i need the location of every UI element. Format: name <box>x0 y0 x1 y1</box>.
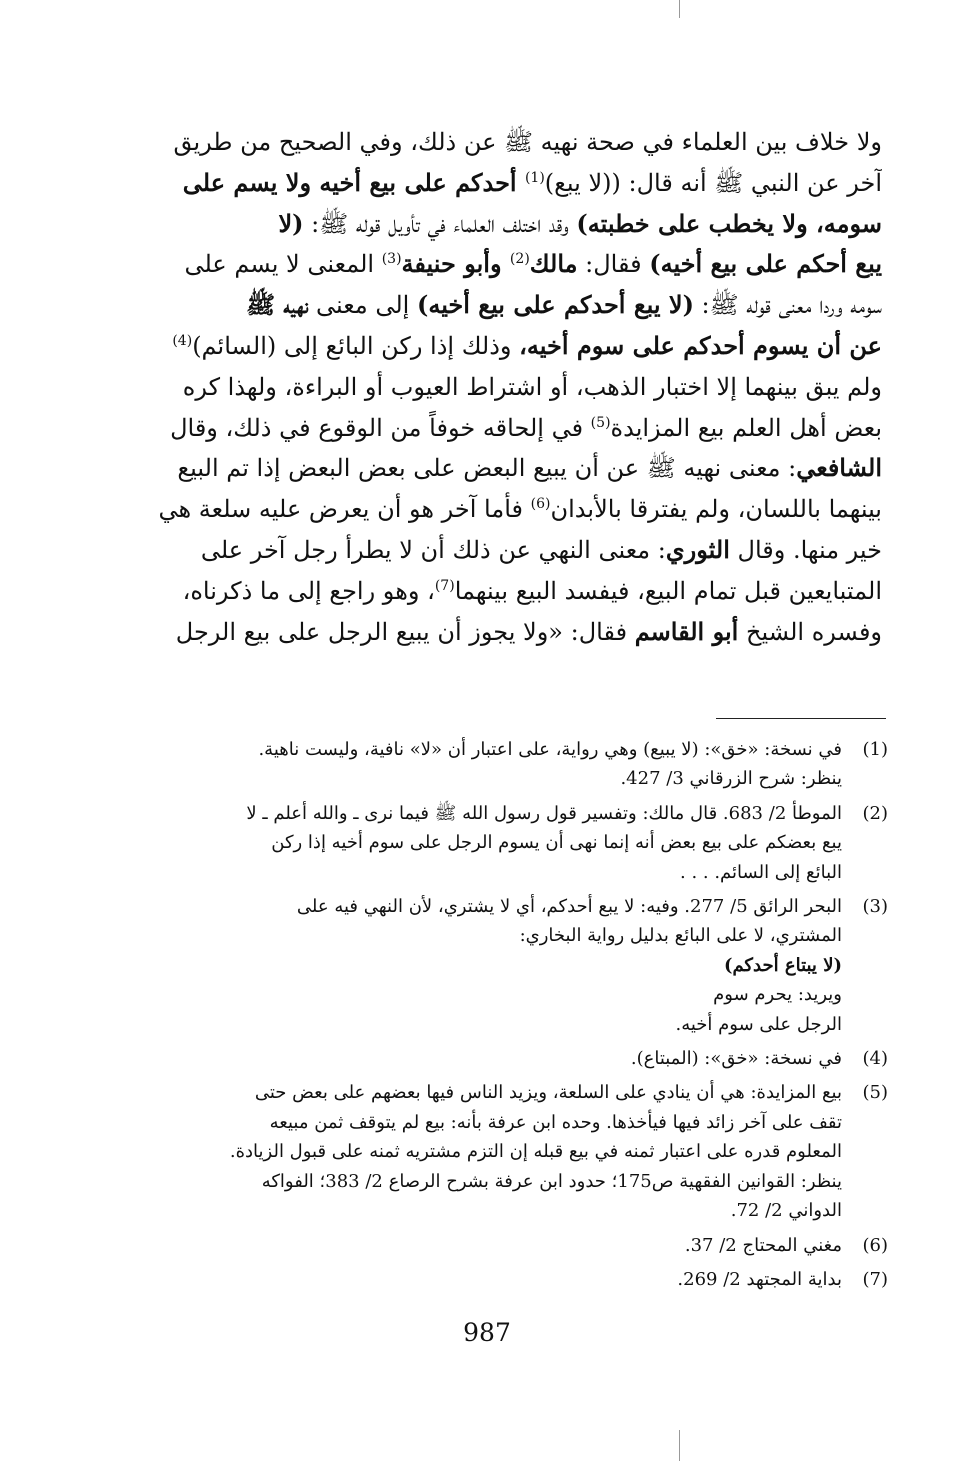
text-span: تقف على آخر زائد فيها فيأخذها. وحده ابن عرفة بأنه: بيع لم يتوقف ثمن مبيعه <box>269 1111 842 1133</box>
bold-span: يبع أحكم على بيع أخيه) <box>649 249 882 279</box>
footnote-line <box>128 1231 842 1260</box>
text-span: ينظر: شرح الزرقاني 3/ 427. <box>620 768 842 790</box>
text-span: مغني المحتاج 2/ 37. <box>684 1234 842 1256</box>
text-line <box>122 244 882 285</box>
bold-span: (لا <box>278 208 304 238</box>
text-span: بينهما باللسان، ولم يفترقا بالأبدان <box>550 495 882 524</box>
page-number: 987 <box>463 1318 511 1347</box>
footnote-line <box>128 1137 842 1166</box>
text-span: المتبايعين قبل تمام البيع، فيفسد البيع بينهما <box>454 576 882 605</box>
text-span: الموطأ 2/ 683. قال مالك: وتفسير قول رسول الله ﷺ فيما نرى ـ والله أعلم ـ لا <box>246 802 842 824</box>
text-span: المعنى لا يسم على <box>184 250 382 279</box>
footnote-line <box>128 1108 842 1137</box>
bold-span: مالك <box>529 249 578 279</box>
crop-mark-bottom <box>679 1430 680 1461</box>
text-line <box>122 163 882 204</box>
footnote-line <box>128 1078 842 1107</box>
bold-span: أبو القاسم <box>634 616 739 646</box>
text-span: ولا خلاف بين العلماء في صحة نهيه ﷺ عن ذلك، وفي الصحيح من طريق <box>173 128 882 156</box>
footnote-body <box>128 1078 842 1225</box>
text-line <box>122 367 882 408</box>
footnote-body <box>128 799 842 887</box>
text-span: ويريد: يحرم سوم <box>713 984 842 1006</box>
bold-span: عن أن يسوم أحدكم على سوم أخيه، <box>519 330 882 360</box>
text-span: المعلوم قدره على اعتبار ثمنه في بيع قبله إن التزم مشتريه ثمنه على قبول الزيادة. <box>229 1141 842 1163</box>
text-span: خير منها. وقال <box>729 535 882 564</box>
footnote-line <box>128 1167 842 1196</box>
text-span: آخر عن النبي ﷺ أنه قال: ((لا يبع) <box>544 168 882 197</box>
text-line <box>122 489 882 530</box>
text-span: يبع بعضكم على بيع بعض أنه إنما نهى أن يسوم الرجل على سوم أخيه إذا ركن <box>271 832 842 854</box>
text-line <box>122 448 882 489</box>
text-span: ، وهو راجع إلى ما ذكرناه، <box>182 576 435 605</box>
text-span: الرجل على سوم أخيه. <box>675 1013 842 1035</box>
text-span: البائع إلى السائم. . . . <box>680 861 842 883</box>
text-span: في إلحاقه خوفاً من الوقوع في ذلك، وقال <box>170 413 591 442</box>
footnote-body <box>128 892 842 1039</box>
text-span: وفسره الشيخ <box>738 617 882 646</box>
text-span: ينظر: القوانين الفقهية ص175؛ حدود ابن عرفة بشرح الرصاع 2/ 383؛ الفواكه <box>261 1170 842 1192</box>
main-text <box>122 122 882 652</box>
text-line <box>122 204 882 245</box>
text-line <box>122 612 882 653</box>
footnote-body <box>128 1265 842 1294</box>
bold-span: الثوري <box>665 534 730 564</box>
footnote-line <box>128 828 842 857</box>
footnote <box>128 1231 888 1260</box>
footnote-line <box>128 1010 842 1039</box>
footnote <box>128 735 888 794</box>
text-span: ولم يبق بينهما إلا اختبار الذهب، أو اشتراط العيوب أو البراءة، ولهذا كره <box>182 372 882 401</box>
text-span: سومه وردا معنى قوله ﷺ: <box>693 291 882 320</box>
footnote-ref: (2) <box>509 251 530 268</box>
footnote-number: (2) <box>862 802 888 824</box>
bold-span: وأبو حنيفة <box>401 249 510 279</box>
footnote <box>128 1265 888 1294</box>
footnote-number: (5) <box>862 1082 888 1104</box>
text-line <box>122 530 882 571</box>
footnote-line <box>128 764 842 793</box>
footnote <box>128 892 888 1039</box>
footnote-body <box>128 1231 842 1260</box>
footnote-number: (7) <box>862 1268 888 1290</box>
text-span: فأما آخر هو أن يعرض عليه سلعة هي <box>158 495 531 524</box>
text-span: فقال: <box>577 250 650 279</box>
footnote-ref: (6) <box>530 496 551 513</box>
footnote-number: (6) <box>862 1234 888 1256</box>
text-line <box>122 285 882 326</box>
text-span: في نسخة: «خق»: (لا يبيع) وهي رواية، على اعتبار أن «لا» نافية، وليست ناهية. <box>258 739 842 760</box>
footnote-ref: (7) <box>434 577 455 594</box>
bold-span: (لا يبع أحدكم على بيع أخيه) <box>416 290 694 320</box>
footnote-ref: (4) <box>172 332 193 349</box>
footnote-line <box>128 1265 842 1294</box>
text-span: وذلك إذا ركن البائع إلى (السائم) <box>192 331 520 360</box>
footnote-ref: (3) <box>381 251 402 268</box>
text-span: بيع المزايدة: هي أن ينادي على السلعة، ويزيد الناس فيها بعضهم على بعض حتى <box>254 1082 842 1104</box>
crop-mark-top <box>679 0 680 18</box>
footnotes <box>128 735 888 1299</box>
text-span: فقال: «ولا يجوز أن يبيع الرجل على بيع الرجل <box>175 617 635 646</box>
bold-span: (لا يبتاع أحدكم) <box>723 954 842 976</box>
text-span: إلى معنى <box>308 291 417 320</box>
footnote-separator <box>716 718 886 719</box>
footnote-number: (3) <box>862 896 888 918</box>
footnote <box>128 1078 888 1225</box>
footnote-line <box>128 892 842 921</box>
text-span: في نسخة: «خق»: (المبتاع). <box>630 1048 842 1070</box>
text-span: البحر الرائق 5/ 277. وفيه: لا يبع أحدكم، أي لا يشتري، لأن النهي فيه على <box>296 896 842 918</box>
bold-span: الشافعي <box>796 453 882 483</box>
text-span: : معنى نهيه ﷺ عن أن يبيع البعض على بعض البعض إذا تم البيع <box>177 454 797 483</box>
text-line <box>122 326 882 367</box>
footnote-line <box>128 1196 842 1225</box>
text-span: : معنى النهي عن ذلك أن لا يطرأ رجل آخر على <box>200 535 666 564</box>
footnote-ref: (1) <box>524 169 545 186</box>
footnote-number: (4) <box>862 1048 888 1070</box>
text-span: بداية المجتهد 2/ 269. <box>677 1268 842 1290</box>
footnote-body <box>128 735 842 794</box>
footnote-ref: (5) <box>590 414 611 431</box>
text-line <box>122 122 882 163</box>
text-span: الدواني 2/ 72. <box>730 1200 842 1222</box>
footnote-line <box>128 1044 842 1073</box>
footnote-line <box>128 858 842 887</box>
footnote-line <box>128 735 842 764</box>
bold-span: أحدكم على بيع أخيه ولا يسم على <box>182 167 525 197</box>
footnote-line <box>128 799 842 828</box>
footnote <box>128 1044 888 1073</box>
text-line <box>122 571 882 612</box>
bold-span: نهيه ﷺ <box>246 290 309 320</box>
footnote-line <box>128 921 842 1009</box>
text-span: وقد اختلف العلماء في تأويل قوله ﷺ: <box>303 209 577 238</box>
bold-span: سومه، ولا يخطب على خطبته) <box>576 208 882 238</box>
text-line <box>122 408 882 449</box>
footnote-body <box>128 1044 842 1073</box>
footnote-number: (1) <box>862 739 888 760</box>
text-span: المشتري، لا على البائع بدليل رواية البخاري: <box>519 925 842 947</box>
text-span: بعض أهل العلم بيع المزايدة <box>610 413 882 442</box>
footnote <box>128 799 888 887</box>
